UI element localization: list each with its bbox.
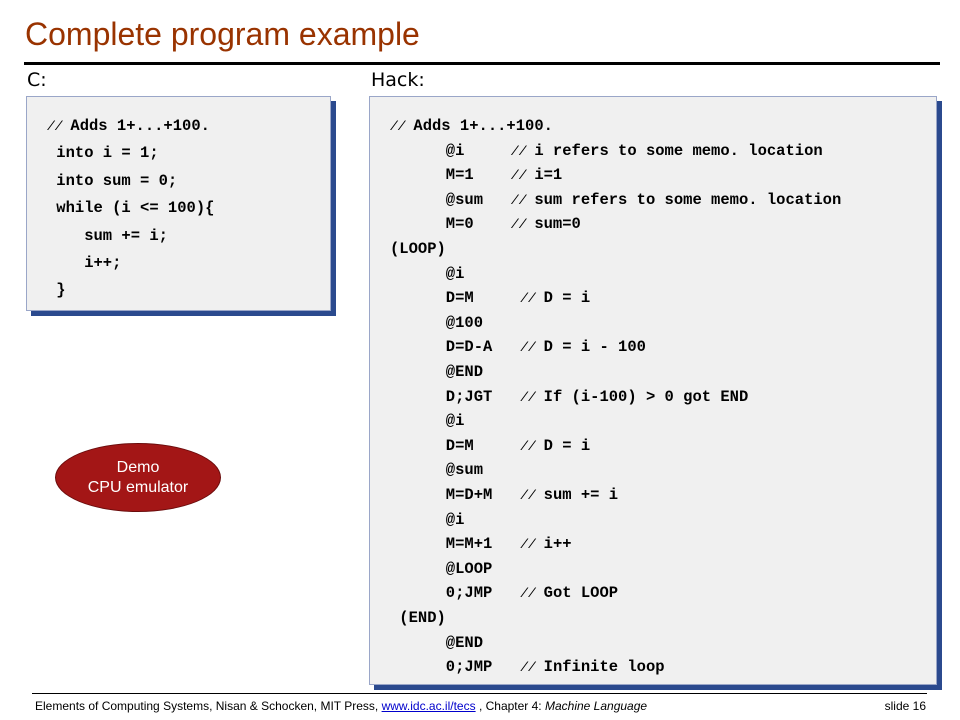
code-comment: // sum += i xyxy=(520,486,619,504)
footer-chapter-prefix: , Chapter 4: xyxy=(475,699,545,713)
slide-number: slide 16 xyxy=(884,699,926,713)
code-text: @i xyxy=(390,412,465,431)
code-comment: // D = i xyxy=(520,289,591,308)
c-label: C: xyxy=(27,69,47,91)
code-line xyxy=(390,338,646,363)
code-text: sum += i; xyxy=(47,226,168,245)
code-line xyxy=(390,658,665,683)
footer-link[interactable]: www.idc.ac.il/tecs xyxy=(381,699,476,713)
footer-text: Elements of Computing Systems, Nisan & Schocken, MIT Press, xyxy=(35,699,382,713)
code-text: @sum xyxy=(390,461,484,480)
code-text: D=M xyxy=(390,289,521,308)
code-line xyxy=(390,363,483,388)
code-line xyxy=(390,142,823,167)
footer-chapter: Machine Language xyxy=(544,699,648,713)
code-comment: // D = i xyxy=(520,436,591,455)
code-text: 0;JMP xyxy=(390,584,521,603)
code-line xyxy=(47,172,177,197)
code-line xyxy=(47,144,159,169)
code-text: M=M+1 xyxy=(390,535,521,554)
code-line xyxy=(390,584,618,609)
code-comment: // i refers to some memo. location xyxy=(510,141,823,160)
footer-citation xyxy=(35,699,647,713)
code-line xyxy=(47,227,168,252)
code-line xyxy=(390,511,464,536)
code-line xyxy=(47,254,121,279)
code-line xyxy=(47,281,66,306)
code-line xyxy=(390,117,553,142)
hack-code-box xyxy=(369,96,937,685)
code-line xyxy=(390,388,748,413)
code-text: @LOOP xyxy=(390,559,493,578)
slide-title: Complete program example xyxy=(25,16,420,52)
code-text: (END) xyxy=(390,609,446,627)
code-comment: // Got LOOP xyxy=(520,584,619,603)
code-text: @i xyxy=(390,264,465,283)
code-text: into i = 1; xyxy=(47,144,159,163)
code-comment: // i++ xyxy=(520,535,572,554)
code-comment: // Adds 1+...+100. xyxy=(390,117,553,135)
code-text: } xyxy=(47,281,66,300)
c-code-box xyxy=(26,96,331,311)
code-text: @100 xyxy=(390,313,484,332)
code-text: @END xyxy=(390,363,484,381)
code-line xyxy=(390,535,572,560)
code-line xyxy=(390,486,618,511)
code-comment: // sum=0 xyxy=(510,215,581,234)
demo-label: Demo xyxy=(116,458,160,476)
code-text: @END xyxy=(390,633,484,652)
code-text: @sum xyxy=(390,190,511,209)
code-text: @i xyxy=(390,141,511,160)
code-line xyxy=(390,437,590,462)
code-line xyxy=(390,265,464,290)
code-text: into sum = 0; xyxy=(47,171,178,190)
code-line xyxy=(390,240,446,265)
code-comment: // Adds 1+...+100. xyxy=(47,117,210,135)
code-comment: // Infinite loop xyxy=(520,658,665,677)
code-line xyxy=(390,289,590,314)
code-line xyxy=(47,117,210,142)
code-text: (LOOP) xyxy=(390,240,446,258)
code-comment: // sum refers to some memo. location xyxy=(510,190,842,209)
code-text: i++; xyxy=(47,254,122,272)
code-text: D=M xyxy=(390,436,521,455)
demo-cpu-emulator-button[interactable] xyxy=(55,443,221,512)
demo-sublabel: CPU emulator xyxy=(87,478,189,496)
code-line xyxy=(390,634,483,659)
code-text: 0;JMP xyxy=(390,658,521,677)
code-text: M=1 xyxy=(390,166,511,185)
code-line xyxy=(390,560,492,585)
code-line xyxy=(390,461,483,486)
code-line xyxy=(47,199,214,224)
hack-label: Hack: xyxy=(371,69,425,91)
code-line xyxy=(390,191,841,216)
code-comment: // If (i-100) > 0 got END xyxy=(520,387,749,406)
code-text: D=D-A xyxy=(390,338,521,357)
footer-divider xyxy=(32,693,927,694)
title-divider xyxy=(24,62,940,65)
code-comment: // D = i - 100 xyxy=(520,338,646,357)
code-line xyxy=(390,166,562,191)
code-line xyxy=(390,412,464,437)
code-line xyxy=(390,609,446,634)
code-comment: // i=1 xyxy=(510,166,563,185)
code-text: M=D+M xyxy=(390,486,521,504)
code-text: D;JGT xyxy=(390,387,521,406)
code-text: @i xyxy=(390,510,465,529)
code-line xyxy=(390,215,581,240)
code-text: M=0 xyxy=(390,215,511,234)
code-line xyxy=(390,314,483,339)
code-text: while (i <= 100){ xyxy=(47,199,215,218)
